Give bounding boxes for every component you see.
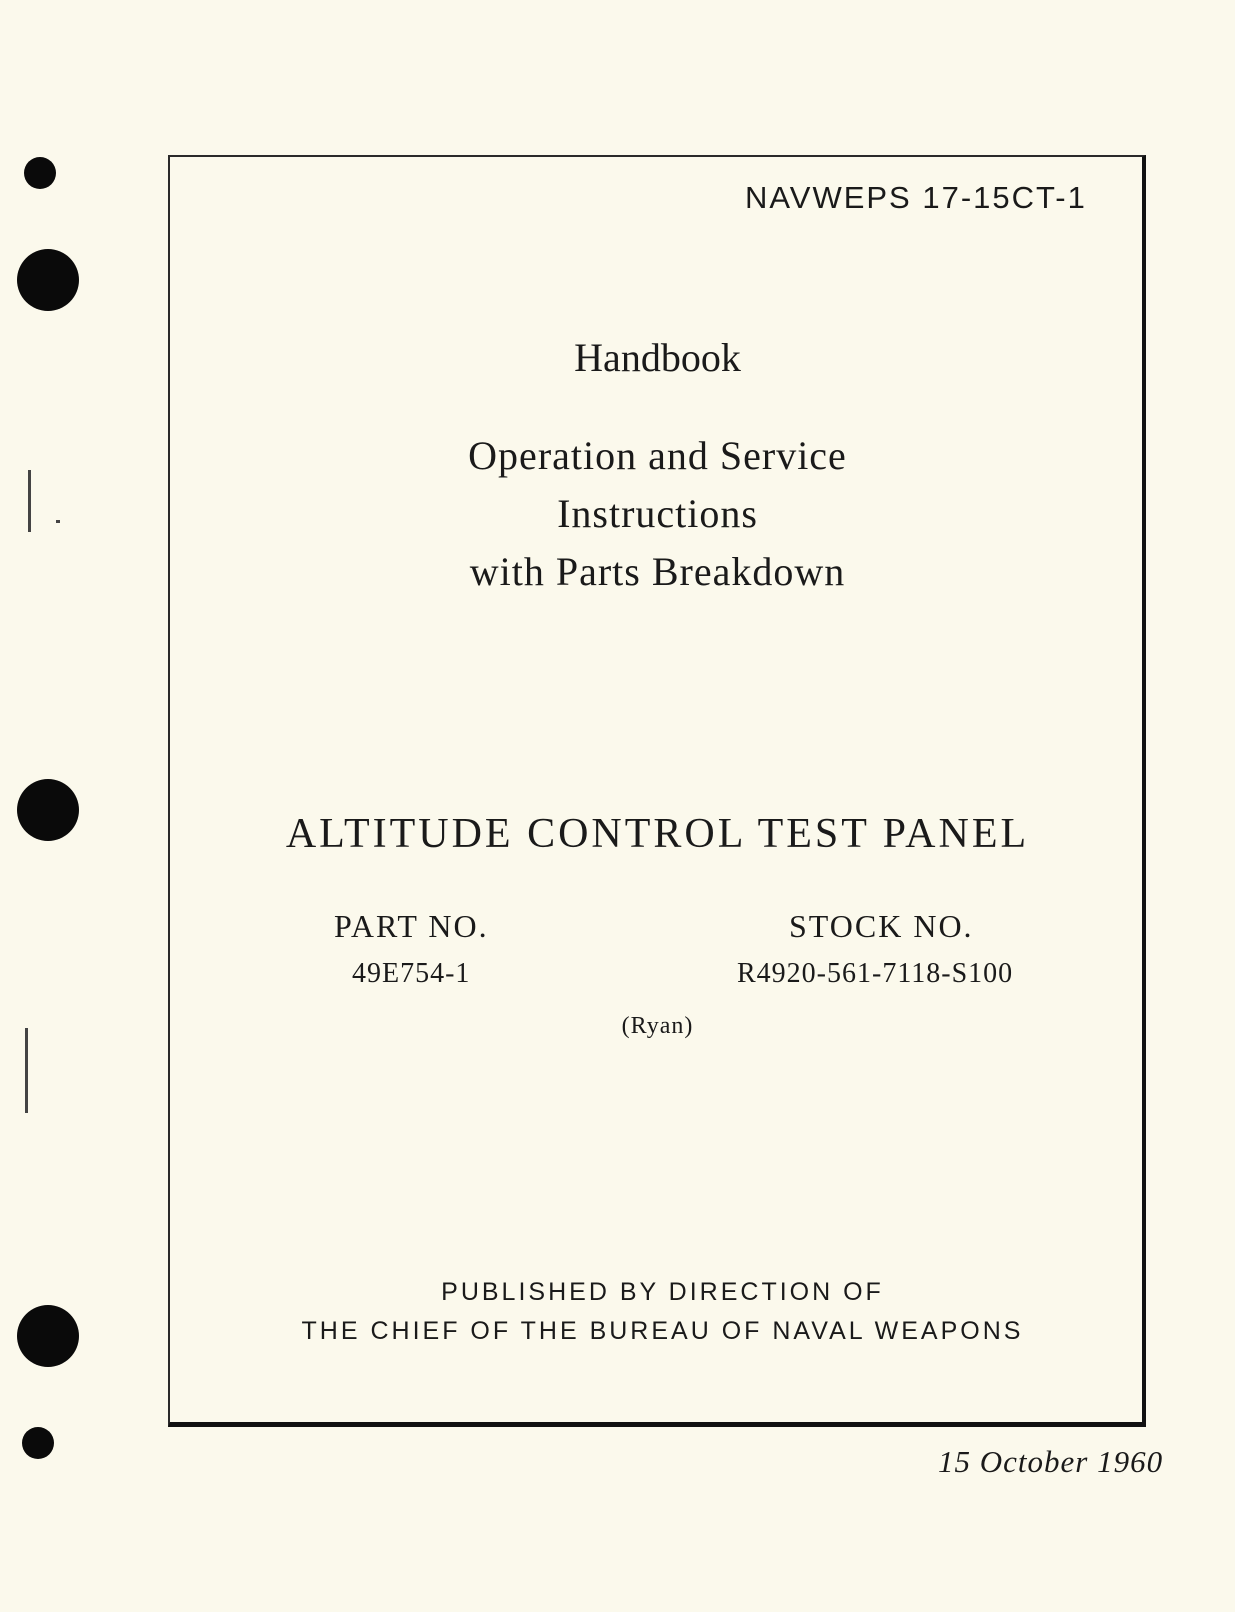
publisher-line: THE CHIEF OF THE BUREAU OF NAVAL WEAPONS [301,1317,1024,1345]
publication-date: 15 October 1960 [938,1444,1164,1479]
margin-mark [25,1028,28,1113]
part-number-value: 49E754-1 [352,958,471,989]
equipment-title: ALTITUDE CONTROL TEST PANEL [285,811,1030,857]
part-number-label: PART NO. [334,908,489,944]
document-number: NAVWEPS 17-15CT-1 [745,180,1087,215]
subtitle-line: Instructions [557,491,758,536]
stock-number-label: STOCK NO. [789,908,974,944]
subtitle-line: with Parts Breakdown [469,549,846,594]
stock-number-value: R4920-561-7118-S100 [737,958,1014,989]
punch-hole [22,1427,54,1459]
punch-hole [24,157,56,189]
publisher-line: PUBLISHED BY DIRECTION OF [441,1278,884,1306]
subtitle-line: Operation and Service [468,433,847,478]
handbook-heading: Handbook [574,335,741,380]
punch-hole [17,249,79,311]
manufacturer: (Ryan) [621,1013,694,1039]
